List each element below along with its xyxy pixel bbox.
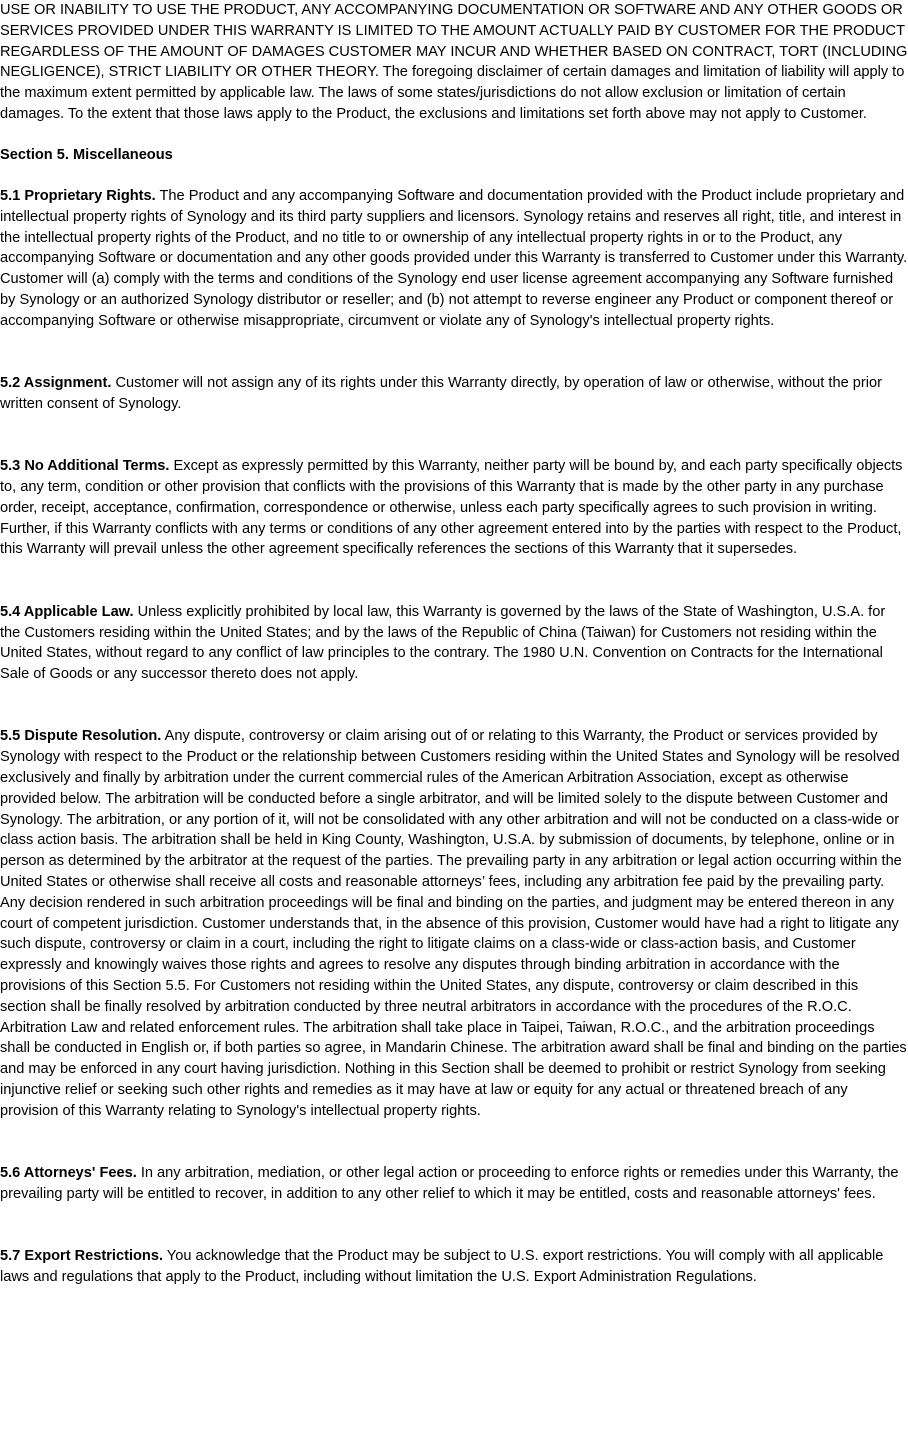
clause-body: Any dispute, controversy or claim arising out of or relating to this Warranty, the Product or services provided by Synology with respect to the Product or the relationship between Customers residing within the United States and Synology will be resolved exclusively and finally by arbitration under the current commercial rules of the American Arbitration Association, except as otherwise provided below. The arbitration will be conducted before a single arbitrator, and will be limited solely to the dispute between Customer and Synology. The arbitration, or any portion of it, will not be consolidated with any other arbitration and will not be conducted on a class-wide or class action basis. The arbitration shall be held in King County, Washington, U.S.A. by submission of documents, by telephone, online or in person as determined by the arbitrator at the request of the parties. The prevailing party in any arbitration or legal action occurring within the United States or otherwise shall receive all costs and reasonable attorneys’ fees, including any arbitration fee paid by the prevailing party. Any decision rendered in such arbitration proceedings will be final and binding on the parties, and judgment may be entered thereon in any court of competent jurisdiction. Customer understands that, in the absence of this provision, Customer would have had a right to litigate any such dispute, controversy or claim in a court, including the right to litigate claims on a class-wide or class-action basis, and Customer expressly and knowingly waives those rights and agrees to resolve any disputes through binding arbitration in accordance with the provisions of this Section 5.5. For Customers not residing within the United States, any dispute, controversy or claim described in this section shall be finally resolved by arbitration conducted by three neutral arbitrators in accordance with the procedures of the R.O.C. Arbitration Law and related enforcement rules. The arbitration shall take place in Taipei, Taiwan, R.O.C., and the arbitration proceedings shall be conducted in English or, if both parties so agree, in Mandarin Chinese. The arbitration award shall be final and binding on the parties and may be enforced in any court having jurisdiction. Nothing in this Section shall be deemed to prohibit or restrict Synology from seeking injunctive relief or seeking such other rights and remedies as it may have at law or equity for any actual or threatened breach of any provision of this Warranty relating to Synology's intellectual property rights.: [0, 728, 907, 1119]
clause-attorneys-fees: [0, 1163, 908, 1205]
clause-proprietary-rights: [0, 186, 908, 332]
intro-paragraph: USE OR INABILITY TO USE THE PRODUCT, ANY ACCOMPANYING DOCUMENTATION OR SOFTWARE AND ANY OTHER GOODS OR SERVICES PROVIDED UNDER THIS WARRANTY IS LIMITED TO THE AMOUNT ACTUALLY PAID BY CUSTOMER FOR THE PRODUCT REGARDLESS OF THE AMOUNT OF DAMAGES CUSTOMER MAY INCUR AND WHETHER BASED ON CONTRACT, TORT (INCLUDING NEGLIGENCE), STRICT LIABILITY OR OTHER THEORY. The foregoing disclaimer of certain damages and limitation of liability will apply to the maximum extent permitted by applicable law. The laws of some states/jurisdictions do not allow exclusion or limitation of certain damages. To the extent that those laws apply to the Product, the exclusions and limitations set forth above may not apply to Customer.: [0, 2, 908, 122]
clause-applicable-law: [0, 602, 908, 685]
clause-title: 5.1 Proprietary Rights.: [0, 188, 156, 205]
clause-title: 5.4 Applicable Law.: [0, 603, 134, 620]
clause-body: Customer will not assign any of its rights under this Warranty directly, by operation of law or otherwise, without the prior written consent of Synology.: [0, 375, 882, 412]
clause-assignment: [0, 373, 908, 415]
section-heading: Section 5. Miscellaneous: [0, 146, 173, 163]
clause-title: 5.2 Assignment.: [0, 375, 112, 392]
clause-no-additional-terms: [0, 456, 908, 560]
clause-body: You acknowledge that the Product may be subject to U.S. export restrictions. You will comply with all applicable laws and regulations that apply to the Product, including without limitation the U.S. Export Administration Regulations.: [0, 1248, 884, 1285]
clause-dispute-resolution: [0, 726, 908, 1121]
clause-body: Unless explicitly prohibited by local law, this Warranty is governed by the laws of the State of Washington, U.S.A. for the Customers residing within the United States; and by the laws of the Republic of China (Taiwan) for Customers not residing within the United States, without regard to any conflict of law principles to the contrary. The 1980 U.N. Convention on Contracts for the International Sale of Goods or any successor thereto does not apply.: [0, 603, 886, 683]
clause-body: The Product and any accompanying Software and documentation provided with the Product include proprietary and intellectual property rights of Synology and its third party suppliers and licensors. Synology retains and reserves all right, title, and interest in the intellectual property rights of the Product, and no title to or ownership of any intellectual property rights in or to the Product, any accompanying Software or documentation and any other goods provided under this Warranty is transferred to Customer under this Warranty. Customer will (a) comply with the terms and conditions of the Synology end user license agreement accompanying any Software furnished by Synology or an authorized Synology distributor or reseller; and (b) not attempt to reverse engineer any Product or component thereof or accompanying Software or otherwise misappropriate, circumvent or violate any of Synology's intellectual property rights.: [0, 188, 908, 329]
clause-title: 5.5 Dispute Resolution.: [0, 728, 162, 745]
clause-title: 5.7 Export Restrictions.: [0, 1248, 164, 1265]
clause-export-restrictions: [0, 1246, 908, 1288]
clause-title: 5.3 No Additional Terms.: [0, 458, 170, 475]
clause-title: 5.6 Attorneys' Fees.: [0, 1165, 137, 1182]
clause-body: Except as expressly permitted by this Warranty, neither party will be bound by, and each party specifically objects to, any term, condition or other provision that conflicts with the provisions of this Warranty that is made by the other party in any purchase order, receipt, acceptance, confirmation, correspondence or otherwise, unless each party specifically agrees to such provision in writing. Further, if this Warranty conflicts with any terms or conditions of any other agreement entered into by the parties with respect to the Product, this Warranty will prevail unless the other agreement specifically references the sections of this Warranty that it supersedes.: [0, 458, 903, 558]
clause-body: In any arbitration, mediation, or other legal action or proceeding to enforce rights or remedies under this Warranty, the prevailing party will be entitled to recover, in addition to any other relief to which it may be entitled, costs and reasonable attorneys' fees.: [0, 1165, 899, 1202]
